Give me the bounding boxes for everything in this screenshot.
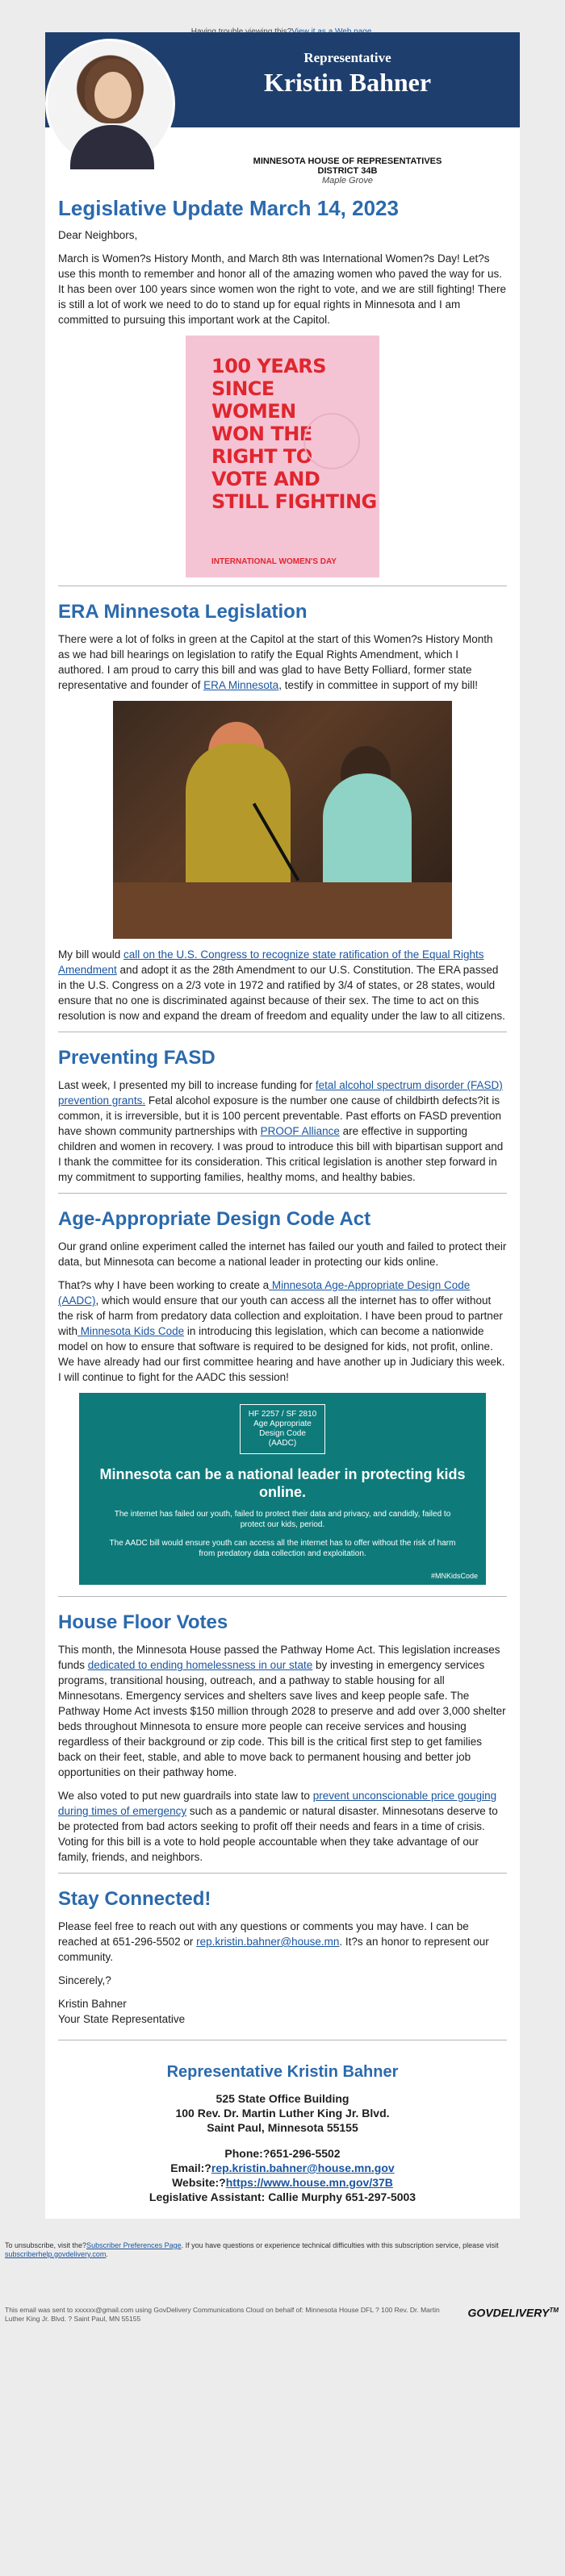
banner-sub-1: The internet has failed our youth, failed to protect their data and privacy, and candidly, failed to protect our kids, period. [114,1510,451,1529]
header-chamber: MINNESOTA HOUSE OF REPRESENTATIVES [253,156,442,166]
banner-hashtag: #MNKidsCode [430,1572,478,1580]
contact-email-link[interactable]: rep.kristin.bahner@house.mn.gov [211,2161,395,2174]
fasd-text-b: Fetal alcohol exposure is the number one cause of childbirth defects?it is common, it is irreversible, but it is 100 percent preventable. Past efforts on FASD prevention have shown community partnerships with [58,1094,502,1137]
header-role: Representative [303,50,391,65]
homelessness-link[interactable]: dedicated to ending homelessness in our state [87,1659,313,1671]
unsub-text-c: . [106,2250,108,2258]
photo-desk [113,882,452,939]
aadc-text-c: in introducing this legislation, which can become a nationwide model on how to ensure that software is required to be designed for kids, not profit, online. We have already had our first committee hearing and have another up in Judiciary this week. I will continue to fight for the AADC this session! [58,1325,505,1383]
price-gouging-link[interactable]: prevent unconscionable price gouging during times of emergency [58,1790,497,1817]
view-online-bar [0,0,565,32]
contact-phone: Phone:?651-296-5502 [224,2147,341,2160]
floor-p1-text-a: This month, the Minnesota House passed the Pathway Home Act. This legislation increases funds [58,1644,500,1671]
womens-day-poster [186,336,379,577]
section-divider [58,1596,507,1597]
contact-city: Saint Paul, Minnesota 55155 [207,2121,358,2134]
signature-title: Your State Representative [58,2013,186,2025]
connect-text-b: . It?s an honor to represent our community. [58,1936,489,1963]
era-p2-text-b: and adopt it as the 28th Amendment to our U.S. Constitution. The ERA passed in the U.S. Congress on a 2/3 vote in 1972 and ratified by 3/4 of states, or 28 states, would ensure that no one is discriminated against because of their sex. The time to act on this resolution is now and expand the dream of freedom and equality under the law to all citizens. [58,964,505,1022]
banner-sub-2: The AADC bill would ensure youth can access all the internet has to offer without the risk of harm from predatory data collection and exploitation. [109,1539,456,1558]
header-district: DISTRICT 34B [317,166,378,176]
signature [58,1996,507,2027]
era-p1-text-b: , testify in committee in support of my bill! [278,679,479,691]
header-city: Maple Grove [322,176,373,185]
section-divider [58,1873,507,1874]
newsletter-card [45,32,520,2219]
contact-name: Representative Kristin Bahner [166,2063,399,2081]
subscriber-preferences-link[interactable]: Subscriber Preferences Page [86,2241,182,2249]
unsubscribe-footer [0,2219,565,2264]
govdelivery-logo-mark: TM [549,2307,559,2314]
contact-website-link[interactable]: https://www.house.mn.gov/37B [225,2176,393,2189]
fasd-title: Preventing FASD [58,1047,216,1069]
floor-p1-text-b: by investing in emergency services programs, transitional housing, outreach, and a pathway to stable housing for all Minnesotans. Emergency services and shelters save lives and keep people safe. The Pathway Home Act invests $150 million through 2028 to preserve and add over 3,000 shelter beds throughout Minnesota to ensure more people can receive services and housing regardless of their background or zip code. This bill is the critical first step to get families back on their feet, stable, and able to move back to permanent housing and better job opportunities on their pathway home. [58,1659,506,1778]
stay-connected-title: Stay Connected! [58,1888,211,1910]
aadc-text-a: That?s why I have been working to create a [58,1279,270,1291]
signature-name: Kristin Bahner [58,1998,127,2010]
connect-text-a: Please feel free to reach out with any questions or comments you may have. I can be reached at 651-296-5502 or [58,1920,469,1948]
email-link[interactable]: rep.kristin.bahner@house.mn [196,1936,340,1948]
contact-street: 100 Rev. Dr. Martin Luther King Jr. Blvd. [175,2107,390,2120]
contact-website-line [58,2175,507,2190]
era-p1-text-a: There were a lot of folks in green at the Capitol at the start of this Women?s History Month as we had bill hearings on legislation to ratify the Equal Rights Amendment, which I authored. I am proud to carry this bill and was glad to have Betty Folliard, former state representative and founder of [58,633,493,691]
era-p2-text-a: My bill would [58,948,124,961]
portrait-shoulders [70,125,154,169]
subscriber-help-link[interactable]: subscriberhelp.govdelivery.com [5,2250,107,2258]
aadc-title: Age-Appropriate Design Code Act [58,1208,371,1230]
aadc-link[interactable]: Minnesota Age-Appropriate Design Code (AADC) [58,1279,471,1307]
representative-portrait [45,39,175,169]
floor-p2-text-a: We also voted to put new guardrails into state law to [58,1790,313,1802]
newsletter-content [45,172,520,2219]
contact-assistant: Legislative Assistant: Callie Murphy 651-297-5003 [149,2190,416,2203]
era-congress-link[interactable]: call on the U.S. Congress to recognize state ratification of the Equal Rights Amendment [58,948,484,976]
contact-email-line [58,2161,507,2175]
fasd-grants-link[interactable]: fetal alcohol spectrum disorder (FASD) prevention grants. [58,1079,503,1107]
era-minnesota-link[interactable]: ERA Minnesota [203,679,279,691]
fasd-paragraph [58,1078,507,1185]
proof-alliance-link[interactable]: PROOF Alliance [260,1125,340,1137]
unsub-text-b: . If you have questions or experience technical difficulties with this subscription service, please visit [181,2241,499,2249]
section-divider [58,1193,507,1194]
update-title: Legislative Update March 14, 2023 [58,196,399,220]
fist-icon [303,413,360,469]
govdelivery-logo-text: GOVDELIVERY [467,2306,550,2320]
aadc-paragraph-1: Our grand online experiment called the internet has failed our youth and failed to protect their data, but Minnesota can become a national leader in protecting our kids online. [58,1240,507,1268]
portrait-face [94,72,132,119]
floor-votes-title: House Floor Votes [58,1611,228,1633]
poster-footer: INTERNATIONAL WOMEN'S DAY [211,557,337,566]
contact-block [58,2055,507,2219]
banner-bill-tag: HF 2257 / SF 2810 Age Appropriate Design Code (AADC) [240,1404,326,1454]
era-paragraph-1 [58,631,507,693]
floor-p2-text-b: such as a pandemic or natural disaster. Minnesotans deserve to be protected from bad actors seeking to profit off their needs and fears in a time of crisis. Voting for this bill is a vote to hold people accountable when they take advantage of our family, friends, and neighbors. [58,1805,498,1863]
header-title [175,50,520,98]
newsletter-header [45,32,520,185]
banner-headline: Minnesota can be a national leader in protecting kids online. [99,1466,466,1500]
aadc-text-b: , which would ensure that our youth can access all the internet has to offer without the risk of harm from predatory data collection and exploitation. I have been proud to partner with [58,1294,503,1337]
floor-paragraph-2 [58,1788,507,1865]
unsub-text-a: To unsubscribe, visit the? [5,2241,87,2249]
greeting: Dear Neighbors, [58,229,138,241]
floor-paragraph-1 [58,1642,507,1780]
poster-headline: 100 YEARS SINCE WOMEN WON THE RIGHT TO VOTE AND STILL FIGHTING [211,355,377,513]
fasd-text-c: are effective in supporting children and women in recovery. I was proud to introduce this bill with bipartisan support and I thank the committee for its consideration. This critical legislation is another step forward in my commitment to supporting families, healthy moms, and healthy babies. [58,1125,504,1183]
sent-footer [0,2264,565,2324]
aadc-paragraph-2 [58,1278,507,1385]
sincerely: Sincerely,? [58,1974,111,1986]
contact-email-label: Email:? [170,2161,211,2174]
connect-paragraph [58,1919,507,1965]
aadc-banner [79,1393,486,1585]
era-title: ERA Minnesota Legislation [58,601,308,623]
era-paragraph-2 [58,947,507,1023]
govdelivery-logo[interactable] [468,2306,559,2318]
contact-website-label: Website:? [172,2176,226,2189]
era-testimony-photo [113,701,452,939]
intro-paragraph: March is Women?s History Month, and March 8th was International Women?s Day! Let?s use this month to remember and honor all of the amazing women who paved the way for us. It has been over 100 years since women won the right to vote, and we are still fighting! There is still a lot of work we need to do to stand up for equal rights in Minnesota and I am committed to pursuing this important work at the Capitol. [58,252,507,326]
mn-kids-code-link[interactable]: Minnesota Kids Code [77,1325,185,1337]
contact-office: 525 State Office Building [216,2092,349,2105]
sent-text: This email was sent to xxxxxx@gmail.com using GovDelivery Communications Cloud on behalf of: Minnesota House DFL ? 100 Rev. Dr. Martin Luther King Jr. Blvd. ? Saint Paul, MN 55155 [5,2306,440,2323]
header-subtitle [175,156,520,185]
header-name: Kristin Bahner [263,68,432,97]
fasd-text-a: Last week, I presented my bill to increase funding for [58,1079,316,1091]
